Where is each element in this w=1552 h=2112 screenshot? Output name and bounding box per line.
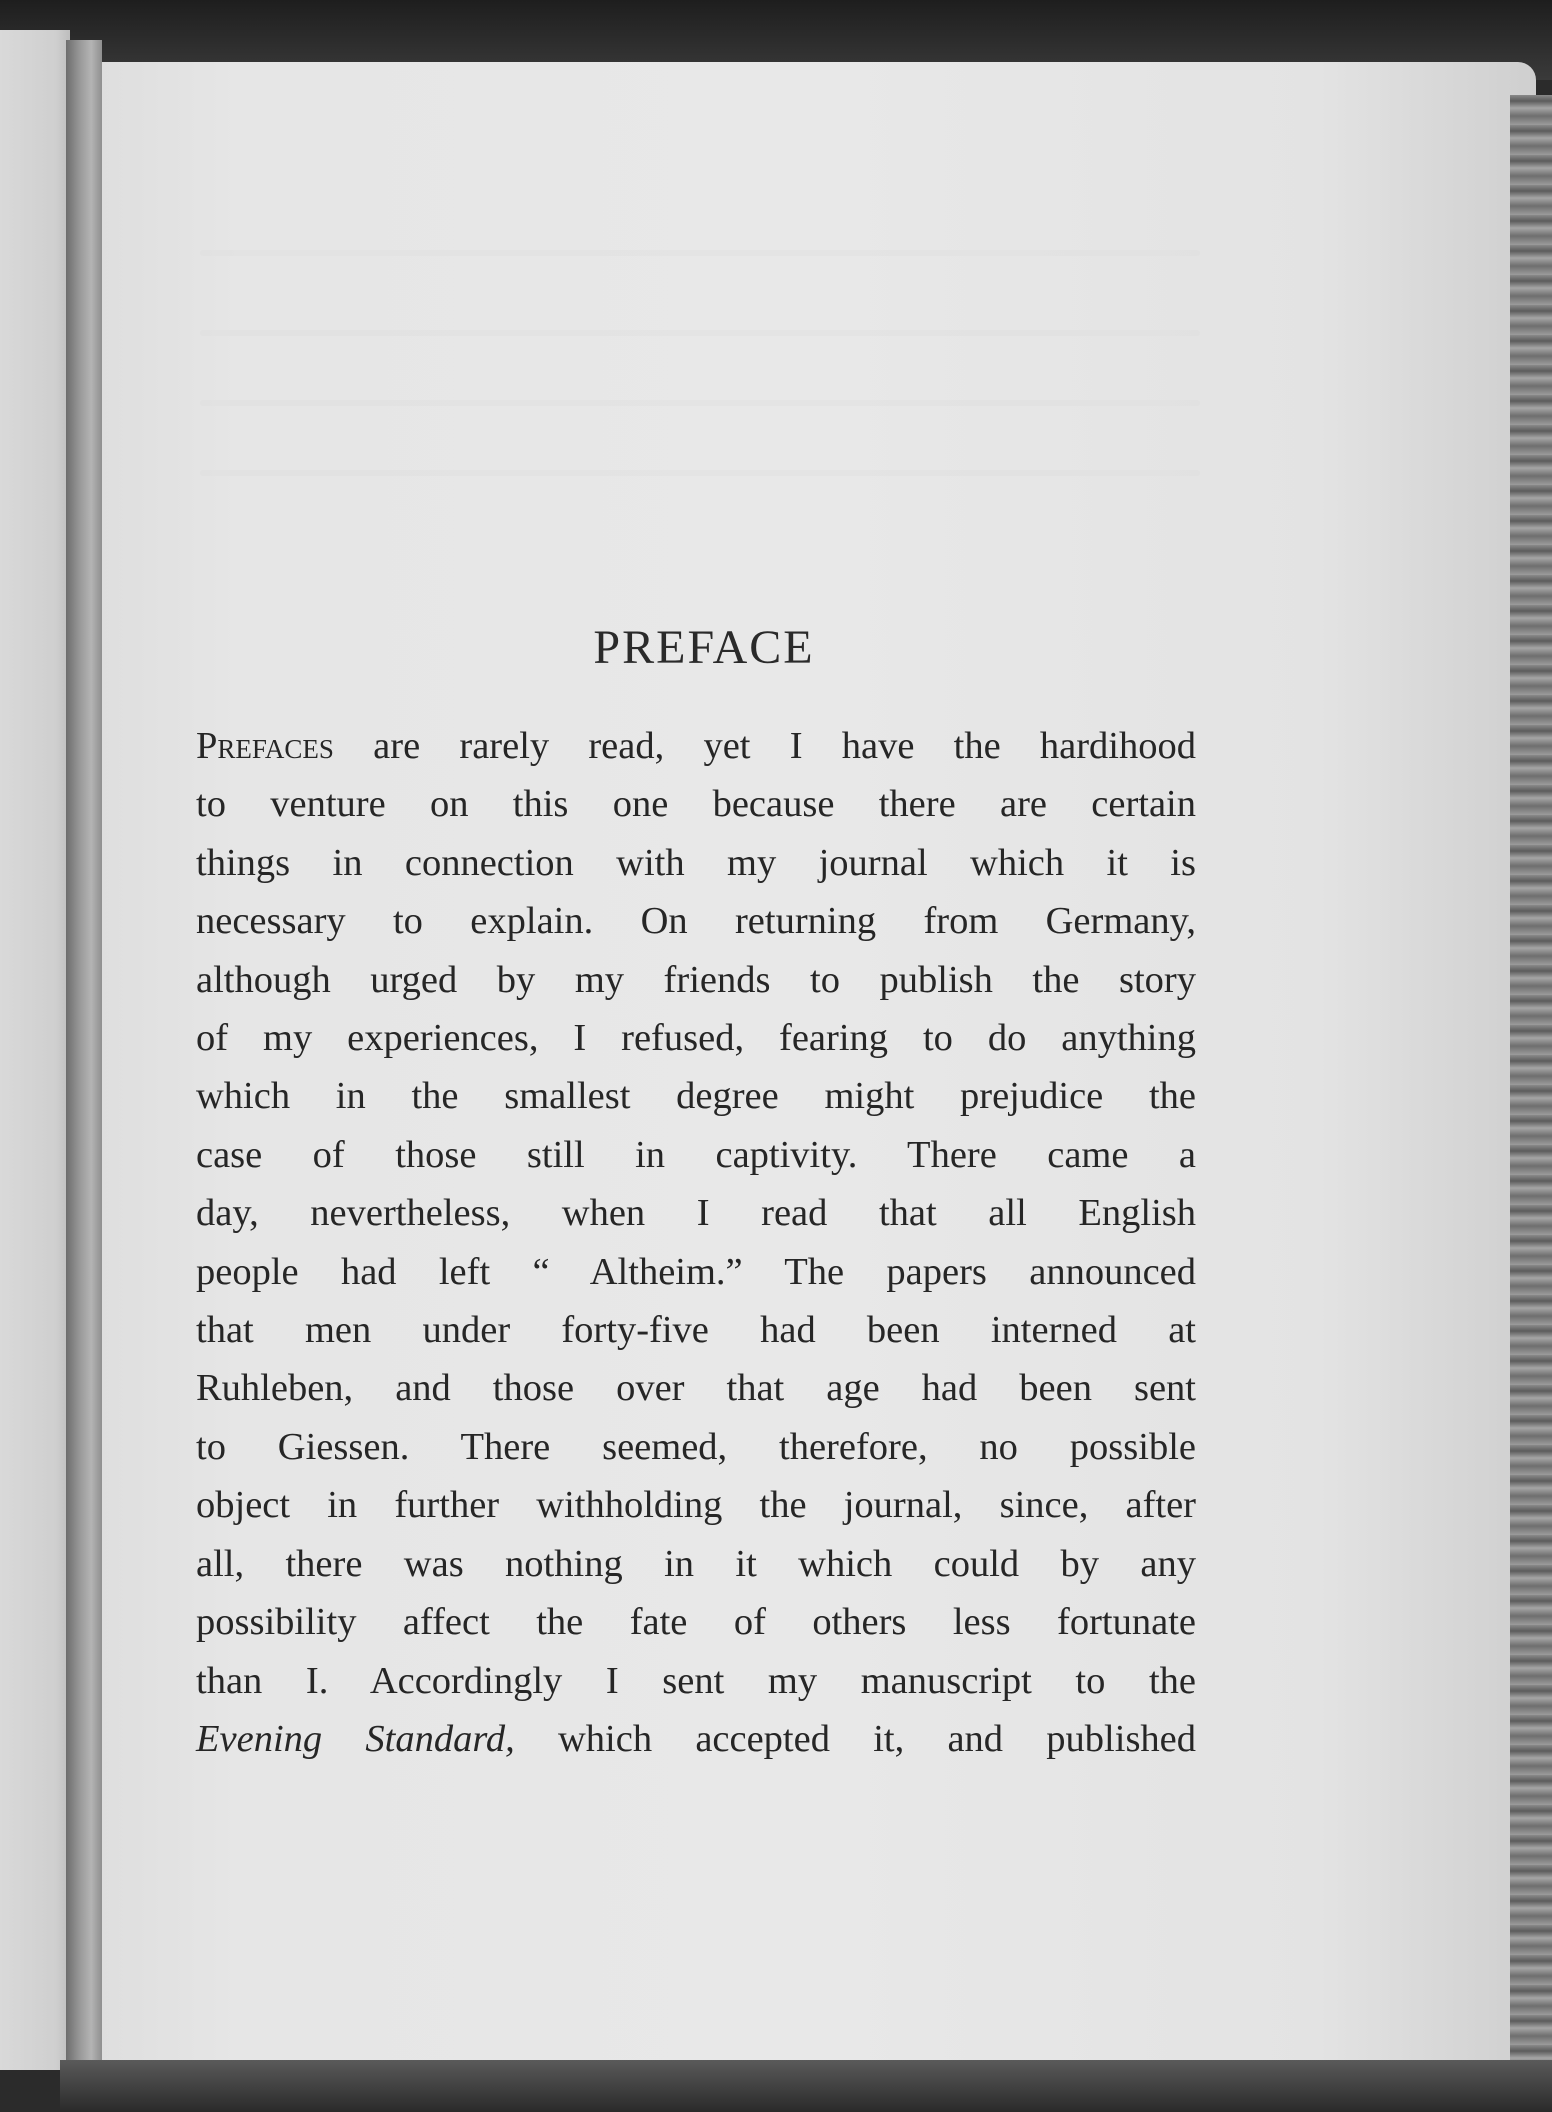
text-line: possibility affect the fate of others less fortunate <box>196 1601 1196 1644</box>
text-line: than I. Accordingly I sent my manuscript to the <box>196 1659 1196 1702</box>
text-line: Prefaces are rarely read, yet I have the hardihood <box>196 725 1196 767</box>
text-line: case of those still in captivity. There came a <box>196 1133 1196 1176</box>
publication-name: Evening Standard, <box>196 1717 515 1760</box>
lead-word: Prefaces <box>196 725 334 767</box>
text-line: people had left “ Altheim.” The papers announced <box>196 1250 1196 1293</box>
text-line: to venture on this one because there are certain <box>196 783 1196 826</box>
text-line: day, nevertheless, when I read that all English <box>196 1192 1196 1235</box>
page-bottom-edge <box>60 2060 1552 2112</box>
text-line: that men under forty-five had been interned at <box>196 1309 1196 1352</box>
previous-page-edge <box>0 30 70 2070</box>
page-fore-edge <box>1510 95 1552 2075</box>
bleed-through-line <box>200 330 1200 336</box>
text-line: Ruhleben, and those over that age had been sent <box>196 1367 1196 1410</box>
text-line: to Giessen. There seemed, therefore, no possible <box>196 1425 1196 1468</box>
text-line: although urged by my friends to publish the story <box>196 958 1196 1001</box>
bleed-through-line <box>200 400 1200 406</box>
text-line: things in connection with my journal which it is <box>196 841 1196 884</box>
page-content <box>196 620 1196 1768</box>
text-line: Evening Standard, which accepted it, and published <box>196 1717 1197 1760</box>
page-title: PREFACE <box>593 621 815 674</box>
text-line: necessary to explain. On returning from Germany, <box>196 900 1196 943</box>
book-gutter <box>66 40 102 2075</box>
preface-paragraph <box>196 717 1196 1768</box>
text-line: all, there was nothing in it which could by any <box>196 1542 1196 1585</box>
bleed-through-line <box>200 250 1200 256</box>
bleed-through-line <box>200 470 1200 476</box>
text-line: object in further withholding the journal, since, after <box>196 1484 1196 1527</box>
text-line: which in the smallest degree might prejudice the <box>196 1075 1196 1118</box>
text-line: of my experiences, I refused, fearing to do anything <box>196 1017 1196 1060</box>
